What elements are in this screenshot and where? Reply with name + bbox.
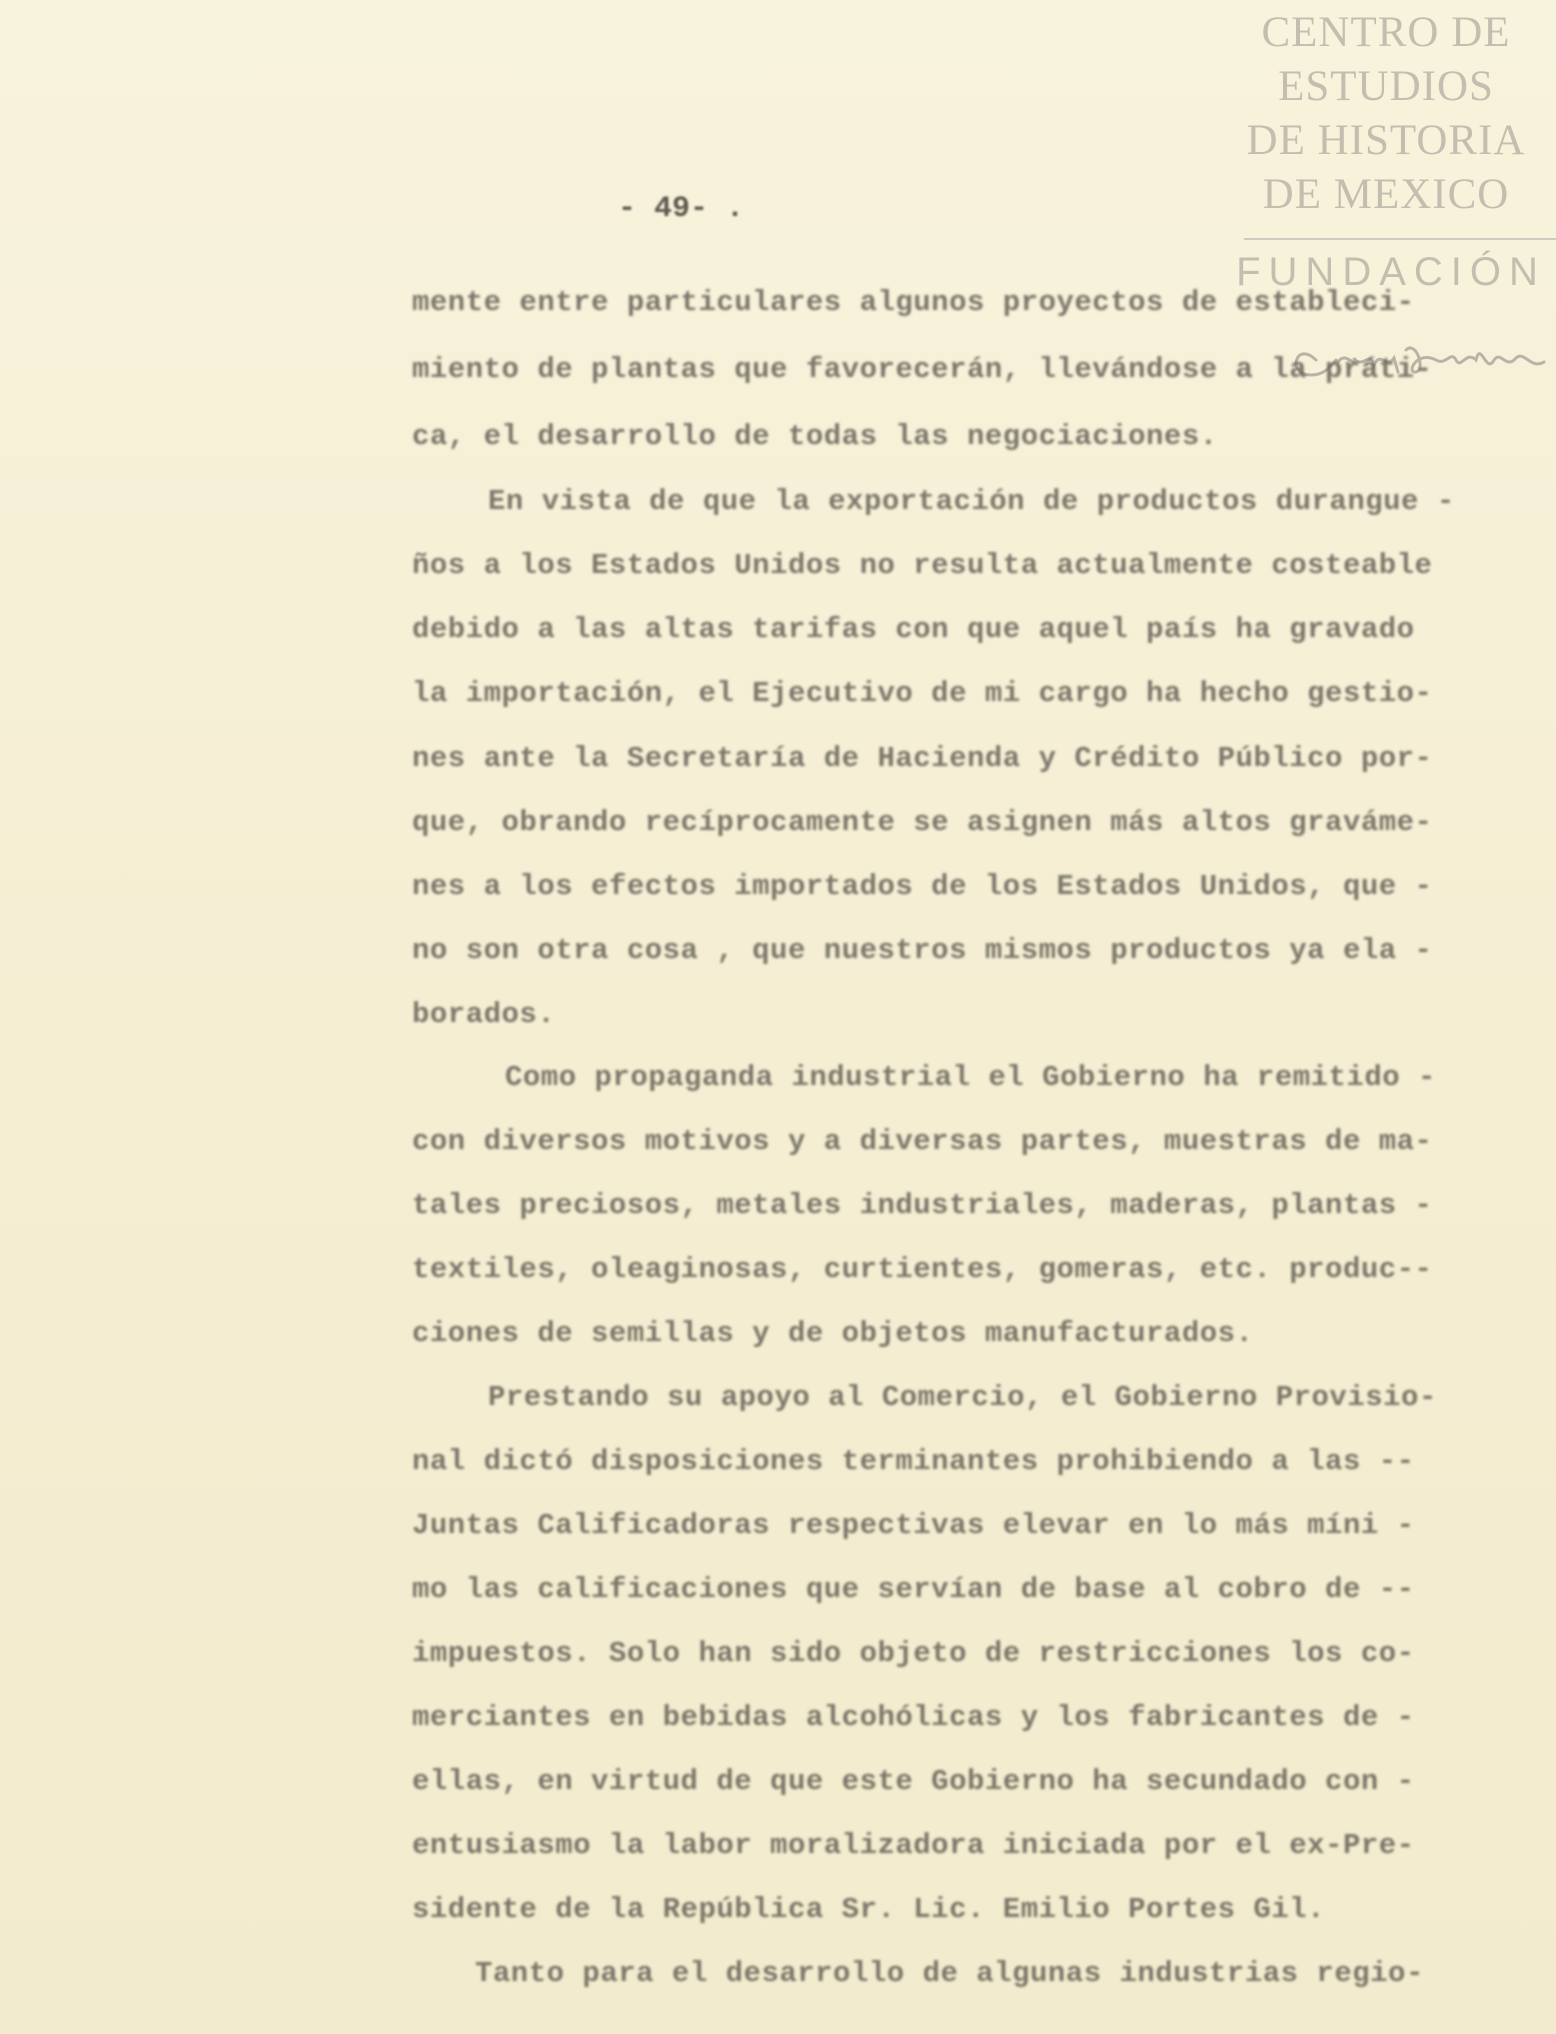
watermark-line: DE HISTORIA [1246, 117, 1526, 164]
text-line: Como propaganda industrial el Gobierno ha remitido - [505, 1061, 1436, 1094]
text-line: entusiasmo la labor moralizadora iniciada por el ex-Pre- [412, 1829, 1415, 1862]
text-line: nes a los efectos importados de los Estados Unidos, que - [412, 870, 1433, 903]
text-line: miento de plantas que favorecerán, llevándose a la práti- [412, 353, 1433, 386]
text-line: mo las calificaciones que servían de base al cobro de -- [412, 1573, 1415, 1606]
text-line: Tanto para el desarrollo de algunas industrias regio- [475, 1957, 1424, 1990]
text-line: impuestos. Solo han sido objeto de restricciones los co- [412, 1637, 1415, 1670]
text-line: no son otra cosa , que nuestros mismos productos ya ela - [412, 934, 1433, 967]
text-line: En vista de que la exportación de productos durangue - [488, 485, 1455, 518]
text-line: ciones de semillas y de objetos manufacturados. [412, 1317, 1254, 1350]
text-line: ellas, en virtud de que este Gobierno ha secundado con - [412, 1765, 1415, 1798]
text-line: la importación, el Ejecutivo de mi cargo ha hecho gestio- [412, 677, 1433, 710]
watermark-line: ESTUDIOS [1278, 63, 1494, 110]
page-number: - 49- . [618, 192, 745, 226]
text-line: que, obrando recíprocamente se asignen más altos graváme- [412, 806, 1433, 839]
text-line: Juntas Calificadoras respectivas elevar en lo más míni - [412, 1509, 1415, 1542]
text-line: textiles, oleaginosas, curtientes, gomeras, etc. produc-- [412, 1253, 1433, 1286]
text-line: borados. [412, 998, 556, 1031]
watermark-line: DE MEXICO [1262, 171, 1510, 218]
watermark-subtitle: FUNDACIÓN [1236, 250, 1546, 294]
text-line: tales preciosos, metales industriales, maderas, plantas - [412, 1189, 1433, 1222]
text-line: con diversos motivos y a diversas partes, muestras de ma- [412, 1125, 1433, 1158]
watermark-line: CENTRO DE [1261, 9, 1511, 56]
text-line: ños a los Estados Unidos no resulta actualmente costeable [412, 549, 1433, 582]
text-line: mente entre particulares algunos proyectos de estableci- [412, 286, 1415, 319]
text-line: nal dictó disposiciones terminantes prohibiendo a las -- [412, 1445, 1415, 1478]
text-line: nes ante la Secretaría de Hacienda y Crédito Público por- [412, 742, 1433, 775]
text-line: sidente de la República Sr. Lic. Emilio Portes Gil. [412, 1893, 1326, 1926]
text-line: Prestando su apoyo al Comercio, el Gobierno Provisio- [488, 1381, 1437, 1414]
text-line: ca, el desarrollo de todas las negociaciones. [412, 420, 1218, 453]
text-line: merciantes en bebidas alcohólicas y los fabricantes de - [412, 1701, 1415, 1734]
text-line: debido a las altas tarifas con que aquel país ha gravado [412, 613, 1415, 646]
